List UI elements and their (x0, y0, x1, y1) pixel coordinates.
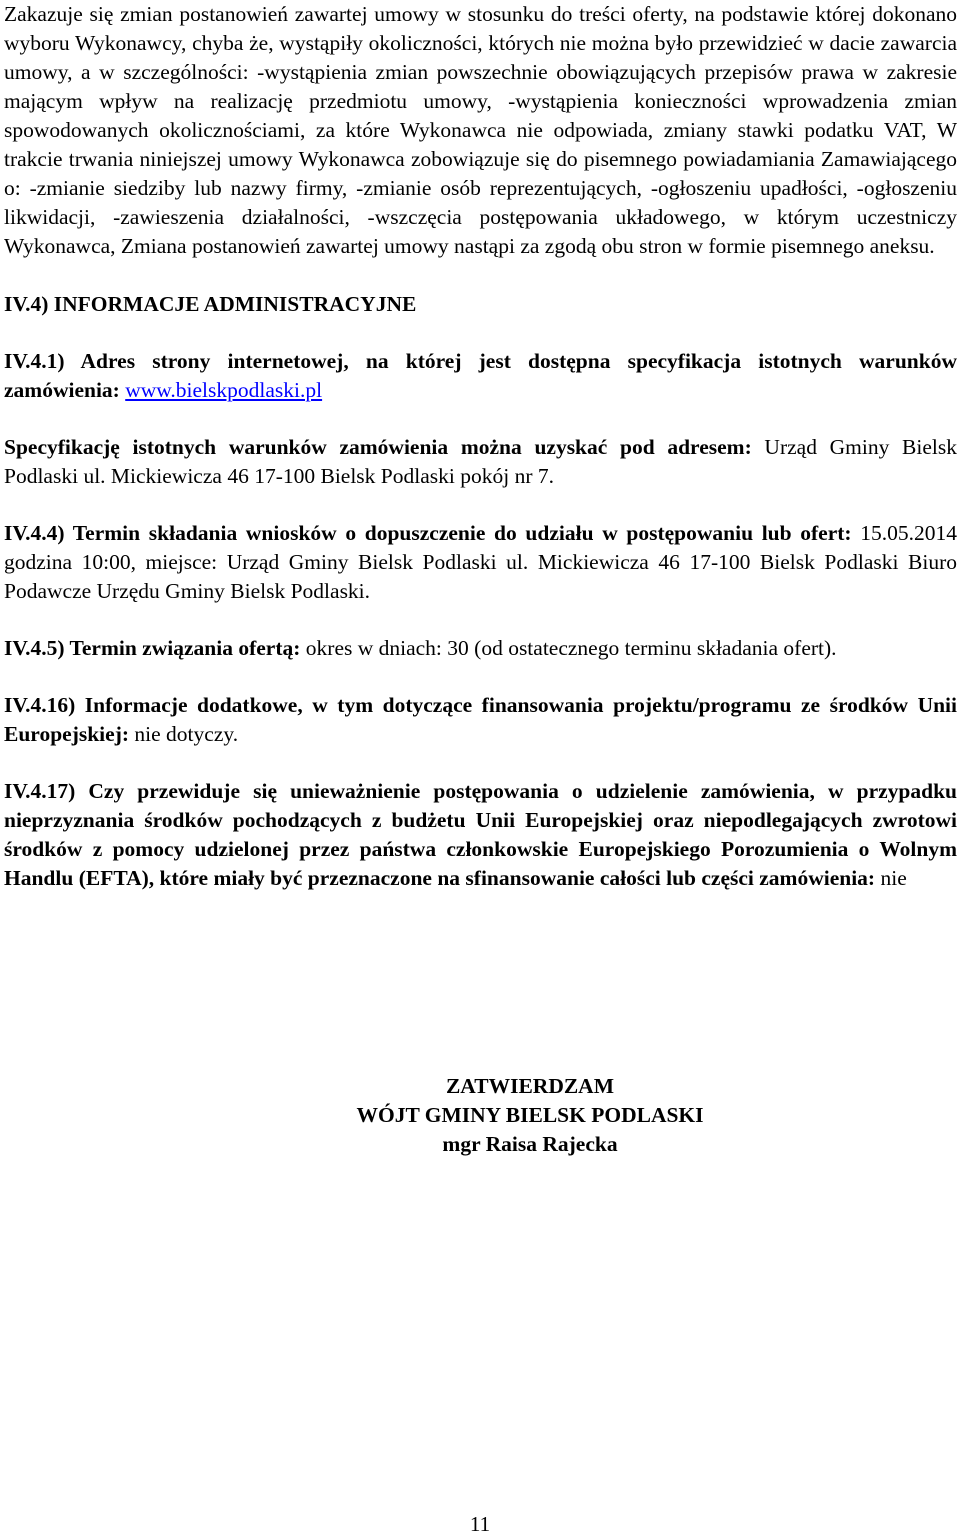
item-deadline-label: IV.4.4) Termin składania wniosków o dopuszczenie do udziału w postępowaniu lub ofert: (4, 521, 852, 545)
item-binding-label: IV.4.5) Termin związania ofertą: (4, 636, 301, 660)
item-deadline (4, 519, 957, 606)
item-spec (4, 433, 957, 491)
item-spec-value: Urząd Gminy Bielsk Podlaski ul. Mickiewicza 46 17-100 Bielsk Podlaski pokój nr 7. (4, 435, 957, 488)
intro-paragraph: Zakazuje się zmian postanowień zawartej umowy w stosunku do treści oferty, na podstawie której dokonano wyboru Wykonawcy, chyba że, wystąpiły okoliczności, których nie można było przewidzieć w dacie zawarcia umowy, a w szczególności: -wystąpienia zmian powszechnie obowiązujących przepisów prawa w zakresie mającym wpływ na realizację przedmiotu umowy, -wystąpienia konieczności wprowadzenia zmian spowodowanych okolicznościami, za które Wykonawca nie odpowiada, zmiany stawki podatku VAT, W trakcie trwania niniejszej umowy Wykonawca zobowiązuje się do pisemnego powiadamiania Zamawiającego o: -zmianie siedziby lub nazwy firmy, -zmianie osób reprezentujących, -ogłoszeniu upadłości, -ogłoszeniu likwidacji, -zawieszenia działalności, -wszczęcia postępowania układowego, w którym uczestniczy Wykonawca, Zmiana postanowień zawartej umowy nastąpi za zgodą obu stron w formie pisemnego aneksu. (4, 2, 957, 258)
item-annulment (4, 777, 957, 893)
signature-title: WÓJT GMINY BIELSK PODLASKI (356, 1103, 704, 1127)
item-annulment-value: nie (880, 866, 907, 890)
item-annulment-label: IV.4.17) Czy przewiduje się unieważnienie postępowania o udzielenie zamówienia, w przypadku nieprzyznania środków pochodzących z budżetu Unii Europejskiej oraz niepodlegających zwrotowi środków z pomocy udzielonej przez państwa członkowskie Europejskiego Porozumienia o Wolnym Handlu (EFTA), które miały być przeznaczone na sfinansowanie całości lub części zamówienia: (4, 779, 957, 890)
signature-approval: ZATWIERDZAM (445, 1074, 615, 1098)
item-url-label: IV.4.1) Adres strony internetowej, na której jest dostępna specyfikacja istotnych warunków zamówienia: (4, 349, 957, 402)
item-binding (4, 634, 957, 663)
page-number: 11 (469, 1512, 491, 1536)
document-page (4, 0, 957, 893)
item-url (4, 347, 957, 405)
specification-link[interactable]: www.bielskpodlaski.pl (125, 378, 323, 402)
item-deadline-value: 15.05.2014 godzina 10:00, miejsce: Urząd Gminy Bielsk Podlaski ul. Mickiewicza 46 17-100 Bielsk Podlaski Biuro Podawcze Urzędu Gminy Bielsk Podlaski. (4, 521, 957, 603)
item-eu-funding-label: IV.4.16) Informacje dodatkowe, w tym dotyczące finansowania projektu/programu ze środków Unii Europejskiej: (4, 693, 957, 746)
item-eu-funding-value: nie dotyczy. (134, 722, 239, 746)
signature-name: mgr Raisa Rajecka (442, 1132, 618, 1156)
item-spec-label: Specyfikację istotnych warunków zamówienia można uzyskać pod adresem: (4, 435, 752, 459)
item-binding-value: okres w dniach: 30 (od ostatecznego terminu składania ofert). (305, 636, 837, 660)
item-eu-funding (4, 691, 957, 749)
signature-block (0, 1072, 960, 1159)
section-heading: IV.4) INFORMACJE ADMINISTRACYJNE (4, 292, 417, 316)
